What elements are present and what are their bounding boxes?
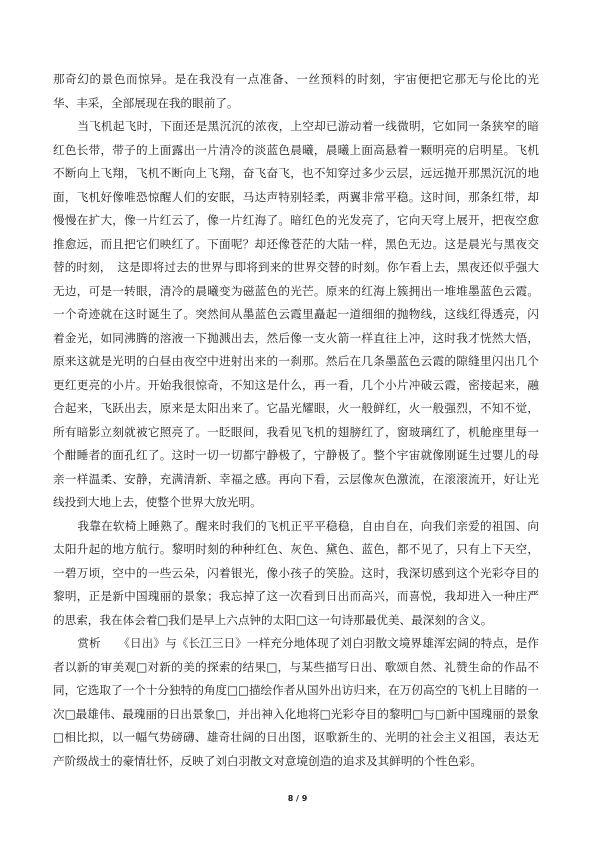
document-body xyxy=(53,68,539,773)
page-number: 8 / 9 xyxy=(287,794,308,803)
paragraph-3: 我靠在软椅上睡熟了。醒来时我们的飞机正平平稳稳，自由自在，向我们亲爱的祖国、向太阳升起的地方航行。黎明时刻的种种红色、灰色、黛色、蓝色，都不见了，只有上下天空，一碧万顷，空中的一些云朵，闪着银光，像小孩子的笑脸。这时，我深切感到这个光彩夺目的黎明，正是新中国瑰丽的景象；我忘掉了这一次看到日出而高兴，而喜悦，我却进入一种庄严的思索，我在体会着□我们是早上六点钟的太阳□这一句诗那最优美、最深刻的含义。 xyxy=(53,518,539,627)
paragraph-4-appreciation: 赏析 《日出》与《长江三日》一样充分地体现了刘白羽散文境界雄浑宏阔的特点，是作者以新的审美观□对新的美的探索的结果□，与某些描写日出、歌颂自然、礼赞生命的作品不同，它选取了一个十分独特的角度□□描绘作者从国外出访归来，在万仞高空的飞机上目睹的一次□最雄伟、最瑰丽的日出景象□，并出神入化地将□光彩夺目的黎明□与□新中国瑰丽的景象□相比拟，以一幅气势磅礴、雄奇壮阔的日出图，讴歌新生的、光明的社会主义祖国，表达无产阶级战士的豪情壮怀，反映了刘白羽散文对意境创造的追求及其鲜明的个性色彩。 xyxy=(53,636,539,768)
paragraph-2: 当飞机起飞时，下面还是黑沉沉的浓夜，上空却已游动着一线微明，它如同一条狭窄的暗红色长带，带子的上面露出一片清冷的淡蓝色晨曦，晨曦上面高悬着一颗明亮的启明星。飞机不断向上飞翔，飞机不断向上飞翔，奋飞奋飞，也不知穿过多少云层，远远抛开那黑沉沉的地面，飞机好像唯恐惊醒人们的安眠，马达声特别轻柔，两翼非常平稳。这时间，那条红带，却慢慢在扩大，像一片红云了，像一片红海了。暗红色的光发亮了，它向天穹上展开，把夜空愈推愈远，而且把它们映红了。下面呢？却还像苍茫的大陆一样，黑色无边。这是晨光与黑夜交替的时刻， 这是即将过去的世界与即将到来的世界交替的时刻。你乍看上去，黑夜还似乎强大无边，可是一转眼，清冷的晨曦变为磁蓝色的光芒。原来的红海上簇拥出一堆堆墨蓝色云霞。一个奇迹就在这时诞生了。突然间从墨蓝色云霞里矗起一道细细的抛物线，这线红得透亮，闪着金光，如同沸腾的溶液一下抛溅出去，然后像一支火箭一样直往上冲，这时我才恍然大悟，原来这就是光明的白昼由夜空中进射出来的一刹那。然后在几条墨蓝色云霞的隙缝里闪出几个更红更亮的小片。开始我很惊奇，不知这是什么，再一看，几个小片冲破云霞，密接起来，融合起来，飞跃出去，原来是太阳出来了。它晶光耀眼，火一般鲜红，火一般强烈，不知不觉，所有暗影立刻就被它照亮了。一眨眼间，我看见飞机的翅膀红了，窗玻璃红了，机舱座里每一个酣睡者的面孔红了。这时一切一切都宁静极了，宁静极了。整个宇宙就像刚诞生过婴儿的母亲一样温柔、安静，充满清新、幸福之感。再向下看，云层像灰色激流，在滚滚流开，好让光线投到大地上去，使整个世界大放光明。 xyxy=(53,119,539,509)
paragraph-1: 那奇幻的景色而惊异。是在我没有一点准备、一丝预料的时刻，宇宙便把它那无与伦比的光华、丰采，全部展现在我的眼前了。 xyxy=(53,72,539,110)
